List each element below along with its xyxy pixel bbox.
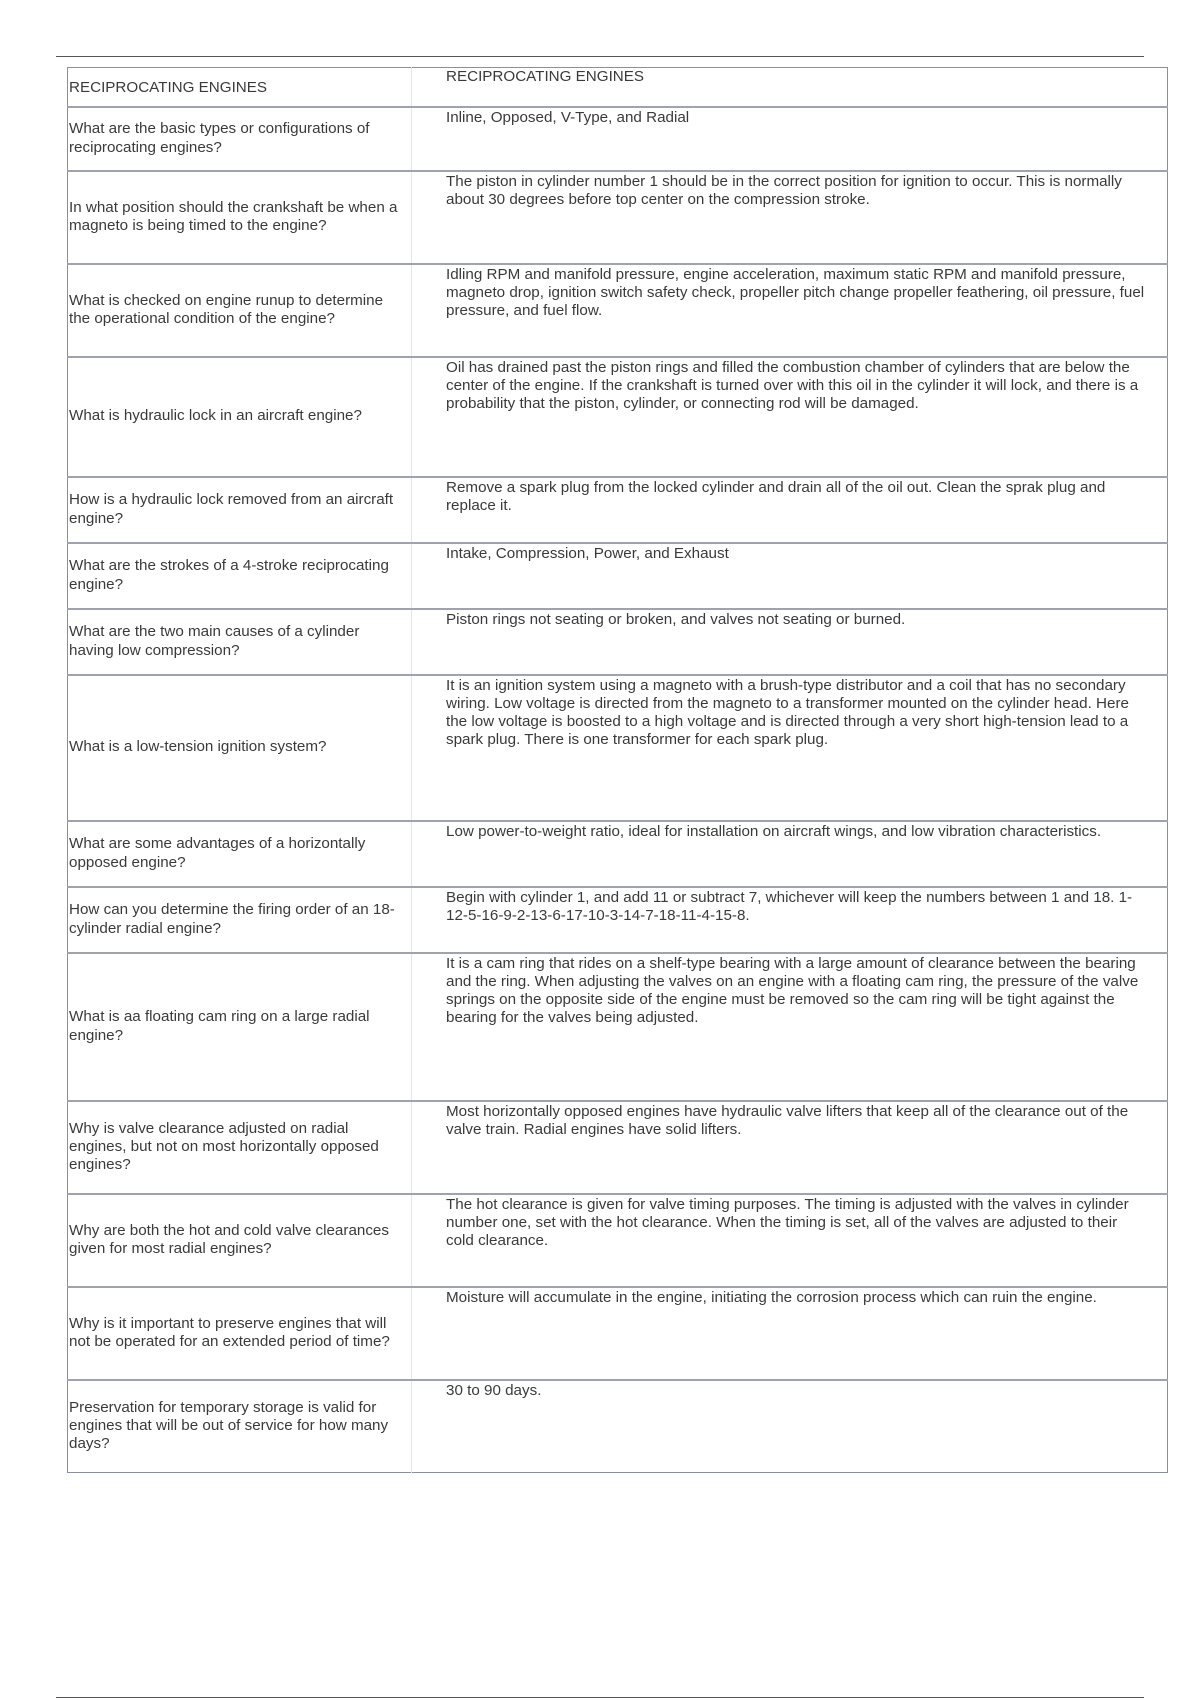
bottom-rule: [56, 1697, 1144, 1698]
card-answer: The piston in cylinder number 1 should be in the correct position for ignition to occur. This is normally about 30 degrees before top center on the compression stroke.: [412, 171, 1168, 264]
card-row: [68, 1194, 1168, 1287]
card-answer: Moisture will accumulate in the engine, initiating the corrosion process which can ruin the engine.: [412, 1287, 1168, 1380]
card-answer: Piston rings not seating or broken, and valves not seating or burned.: [412, 609, 1168, 675]
card-answer: Most horizontally opposed engines have hydraulic valve lifters that keep all of the clearance out of the valve train. Radial engines have solid lifters.: [412, 1101, 1168, 1194]
card-question: What is aa floating cam ring on a large radial engine?: [69, 1008, 370, 1044]
card-answer: Begin with cylinder 1, and add 11 or subtract 7, whichever will keep the numbers between 1 and 18. 1-12-5-16-9-2-13-6-17-10-3-14-7-18-11-4-15-8.: [412, 887, 1168, 953]
card-row: [68, 357, 1168, 477]
card-question: What are the basic types or configurations of reciprocating engines?: [69, 120, 370, 156]
card-answer: It is an ignition system using a magneto with a brush-type distributor and a coil that has no secondary wiring. Low voltage is directed from the magneto to a transformer mounted on the cylinder head. Here the low voltage is boosted to a high voltage and is directed through a very short high-tension lead to a spark plug. There is one transformer for each spark plug.: [412, 675, 1168, 821]
header-definition: RECIPROCATING ENGINES: [412, 68, 1168, 107]
card-question: What are some advantages of a horizontally opposed engine?: [69, 835, 366, 871]
card-answer: Idling RPM and manifold pressure, engine acceleration, maximum static RPM and manifold pressure, magneto drop, ignition switch safety check, propeller pitch change propeller feathering, oil pressure, fuel pressure, and fuel flow.: [412, 264, 1168, 357]
card-answer: Remove a spark plug from the locked cylinder and drain all of the oil out. Clean the sprak plug and replace it.: [412, 477, 1168, 543]
card-question: What is checked on engine runup to determine the operational condition of the engine?: [69, 291, 384, 327]
card-row: [68, 821, 1168, 887]
card-question: How can you determine the firing order of an 18-cylinder radial engine?: [69, 901, 395, 937]
top-rule: [56, 56, 1144, 57]
card-question: Why is valve clearance adjusted on radial engines, but not on most horizontally opposed engines?: [69, 1119, 379, 1174]
header-term: RECIPROCATING ENGINES: [69, 78, 268, 96]
card-question: What is hydraulic lock in an aircraft engine?: [69, 407, 362, 425]
card-row: [68, 1287, 1168, 1380]
card-answer: The hot clearance is given for valve timing purposes. The timing is adjusted with the valves in cylinder number one, set with the hot clearance. When the timing is set, all of the valves are adjusted to their cold clearance.: [412, 1194, 1168, 1287]
card-row: [68, 171, 1168, 264]
card-question: In what position should the crankshaft be when a magneto is being timed to the engine?: [69, 198, 398, 234]
card-question: What are the two main causes of a cylinder having low compression?: [69, 623, 360, 659]
flashcard-table: [67, 67, 1168, 1473]
card-row: [68, 543, 1168, 609]
card-question: What is a low-tension ignition system?: [69, 738, 327, 756]
card-answer: Inline, Opposed, V-Type, and Radial: [412, 107, 1168, 171]
card-question: Preservation for temporary storage is valid for engines that will be out of service for how many days?: [69, 1398, 389, 1453]
card-answer: It is a cam ring that rides on a shelf-type bearing with a large amount of clearance between the bearing and the ring. When adjusting the valves on an engine with a floating cam ring, the pressure of the valve springs on the opposite side of the engine must be removed so the cam ring will be tight against the bearing for the valves being adjusted.: [412, 953, 1168, 1101]
card-answer: Oil has drained past the piston rings and filled the combustion chamber of cylinders that are below the center of the engine. If the crankshaft is turned over with this oil in the cylinder it will lock, and there is a probability that the piston, cylinder, or connecting rod will be damaged.: [412, 357, 1168, 477]
card-question: What are the strokes of a 4-stroke reciprocating engine?: [69, 557, 389, 593]
card-row: [68, 953, 1168, 1101]
card-row: [68, 1101, 1168, 1194]
card-question: How is a hydraulic lock removed from an aircraft engine?: [69, 491, 394, 527]
card-row: [68, 264, 1168, 357]
card-row: [68, 609, 1168, 675]
card-row: [68, 477, 1168, 543]
card-answer: Intake, Compression, Power, and Exhaust: [412, 543, 1168, 609]
card-answer: 30 to 90 days.: [412, 1380, 1168, 1473]
card-row: [68, 107, 1168, 171]
card-answer: Low power-to-weight ratio, ideal for installation on aircraft wings, and low vibration characteristics.: [412, 821, 1168, 887]
card-row: [68, 887, 1168, 953]
card-question: Why is it important to preserve engines that will not be operated for an extended period of time?: [69, 1314, 390, 1350]
header-row: [68, 68, 1168, 107]
card-row: [68, 675, 1168, 821]
card-row: [68, 1380, 1168, 1473]
card-question: Why are both the hot and cold valve clearances given for most radial engines?: [69, 1221, 389, 1257]
